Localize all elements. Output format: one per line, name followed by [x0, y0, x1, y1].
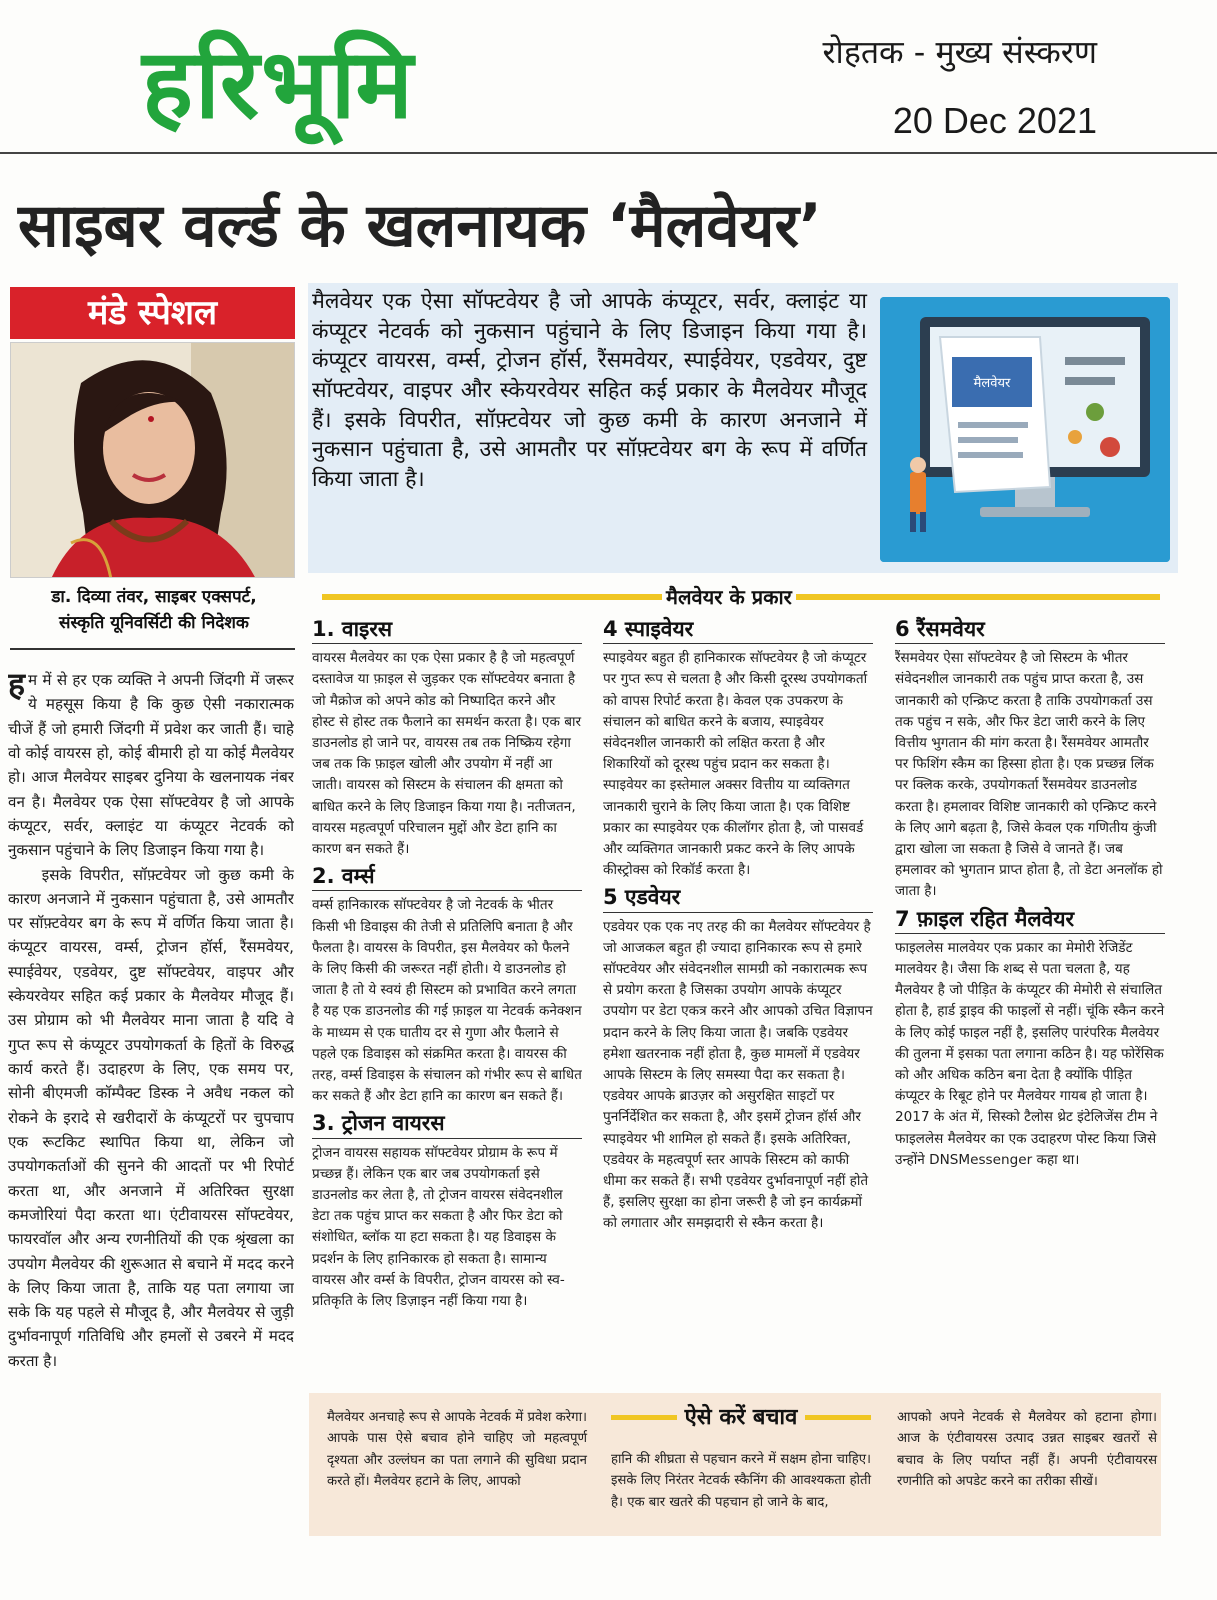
types-section-title: मैलवेयर के प्रकार: [662, 583, 796, 610]
intro-text-2: इसके विपरीत, सॉफ़्टवेयर जो कुछ कमी के कारण अनजाने में नुकसान पहुंचाता है, उसे आमतौर पर सॉफ़्टवेयर बग के रूप में वर्णित किया जाता है। कंप्यूटर वायरस, वर्म्स, ट्रोजन हॉर्स, रैंसमवेयर, स्पाईवेयर, एडवेयर, दुष्ट सॉफ्टवेयर, वाइपर और स्केयरवेयर सहित कई प्रकार के मैलवेयर मौजूद हैं। उस प्रोग्राम को भी मैलवेयर माना जाता है यदि वे गुप्त रूप से कंप्यूटर उपयोगकर्ता के हितों के विरुद्ध कार्य करते हैं। उदाहरण के लिए, एक समय पर, सोनी बीएमजी कॉम्पैक्ट डिस्क ने अवैध नकल को रोकने के इरादे से खरीदारों के कंप्यूटरों पर चुपचाप एक रूटकिट स्थापित किया था, लेकिन जो उपयोगकर्ताओं की सुनने की आदतों पर भी रिपोर्ट करता था, और अनजाने में अतिरिक्त सुरक्षा कमजोरियां पैदा करता था। एंटीवायरस सॉफ्टवेयर, फायरवॉल और अन्य रणनीतियों की एक श्रृंखला का उपयोग मैलवेयर की शुरूआत से बचाने में मदद करने के लिए किया जाता है, ताकि यह पता लगाया जा सके कि यह पहले से मौजूद है, और मैलवेयर से जुड़ी दुर्भावनापूर्ण गतिविधि और हमलों से उबरने में मदद करता है।: [8, 865, 294, 1370]
intro-text-1: म में से हर एक व्यक्ति ने अपनी जिंदगी में जरूर ये महसूस किया है कि कुछ ऐसी नकारात्मक चीजें हैं जो हमारी जिंदगी में प्रवेश कर जाती हैं। चाहे वो कोई वायरस हो, कोई बीमारी हो या कोई मैलवेयर हो। आज मैलवेयर साइबर दुनिया के खलनायक नंबर वन है। मैलवेयर एक ऐसा सॉफ्टवेयर है जो आपके कंप्यूटर, सर्वर, क्लाइंट या कंप्यूटर नेटवर्क को नुकसान पहुंचाने के लिए डिजाइन किया गया है।: [8, 671, 294, 860]
worms-heading: 2. वर्म्स: [312, 864, 582, 891]
author-photo: [10, 342, 295, 578]
computer-malware-icon: [880, 297, 1170, 562]
types-column-1: [312, 613, 582, 1383]
author-title-line: संस्कृति यूनिवर्सिटी की निदेशक: [59, 612, 249, 633]
spyware-body: स्पाइवेयर बहुत ही हानिकारक सॉफ्टवेयर है जो कंप्यूटर पर गुप्त रूप से चलता है और किसी दूरस्थ उपयोगकर्ता को वापस रिपोर्ट करता है। केवल एक उपकरण के संचालन को बाधित करने के बजाय, स्पाइवेयर संवेदनशील जानकारी को लक्षित करता है और शिकारियों को दूरस्थ पहुंच प्रदान कर सकता है। स्पाइवेयर का इस्तेमाल अक्सर वित्तीय या व्यक्तिगत जानकारी चुराने के लिए किया जाता है। एक विशिष्ट प्रकार का स्पाइवेयर एक कीलॉगर होता है, जो पासवर्ड और व्यक्तिगत जानकारी प्रकट करने के लिए आपके कीस्ट्रोक्स को रिकॉर्ड करता है।: [603, 650, 868, 879]
masthead: [0, 0, 1217, 152]
author-portrait-icon: [11, 343, 295, 578]
prevention-title-block: [611, 1401, 871, 1435]
prevention-text-2: हानि की शीघ्रता से पहचान करने में सक्षम होना चाहिए। इसके लिए निरंतर नेटवर्क स्कैनिंग की आवश्यकता होती है। एक बार खतरे की पहचान हो जाने के बाद,: [611, 1452, 871, 1510]
fileless-heading: 7 फ़ाइल रहित मैलवेयर: [895, 907, 1165, 934]
drop-cap: ह: [8, 668, 25, 703]
intro-column: [8, 668, 294, 1588]
intro-paragraph: [8, 863, 294, 1374]
lede-box: [308, 283, 1178, 573]
prevention-title: ऐसे करें बचाव: [677, 1405, 806, 1430]
newspaper-logo: हरिभूमि: [142, 28, 415, 140]
virus-heading: 1. वाइरस: [312, 617, 582, 644]
intro-paragraph: [8, 668, 294, 863]
worms-body: वर्म्स हानिकारक सॉफ्टवेयर है जो नेटवर्क के भीतर किसी भी डिवाइस की तेजी से प्रतिलिपि बनाता है और फैलता है। वायरस के विपरीत, इस मैलवेयर को फैलने के लिए किसी की जरूरत नहीं होती। ये डाउनलोड हो जाता है तो ये स्वयं ही सिस्टम को प्रभावित करने लगता है यह एक डाउनलोड की गई फ़ाइल या नेटवर्क कनेक्शन के माध्यम से एक घातीय दर से गुणा और फैलाने से पहले एक डिवाइस को संक्रमित करता है। वायरस की तरह, वर्म्स डिवाइस के संचालन को गंभीर रूप से बाधित कर सकते हैं और डेटा हानि का कारण बन सकते हैं।: [312, 897, 582, 1105]
adware-body: एडवेयर एक एक नए तरह की का मैलवेयर सॉफ्टवेयर है जो आजकल बहुत ही ज्यादा हानिकारक रूप से हमारे सॉफ्टवेयर और संवेदनशील सामग्री को नकारात्मक रूप से प्रयोग करता है जिसका उपयोग आपके कंप्यूटर उपयोग पर डेटा एकत्र करने और आपको उचित विज्ञापन प्रदान करने के लिए किया जाता है। जबकि एडवेयर हमेशा खतरनाक नहीं होता है, कुछ मामलों में एडवेयर आपके सिस्टम के लिए समस्या पैदा कर सकता है। एडवेयर आपके ब्राउज़र को असुरक्षित साइटों पर पुनर्निर्देशित कर सकता है, और इसमें ट्रोजन हॉर्स और स्पाइवेयर भी शामिल हो सकते हैं। इसके अतिरिक्त, एडवेयर के महत्वपूर्ण स्तर आपके सिस्टम को काफी धीमा कर सकते हैं। सभी एडवेयर दुर्भावनापूर्ण नहीं होते हैं, इसलिए सुरक्षा का होना जरूरी है जो इन कार्यक्रमों को लगातार और समझदारी से स्कैन करता है।: [603, 918, 873, 1232]
screen-label: मैलवेयर: [973, 376, 1011, 391]
types-column-3: [895, 613, 1165, 1383]
author-byline: [14, 585, 294, 636]
ransomware-body: रैंसमवेयर ऐसा सॉफ्टवेयर है जो सिस्टम के भीतर संवेदनशील जानकारी तक पहुंच प्राप्त करता है, उस जानकारी को एन्क्रिप्ट करता है ताकि उपयोगकर्ता उस तक पहुंच न सके, और फिर डेटा जारी करने के लिए वित्तीय भुगतान की मांग करता है। रैंसमवेयर आमतौर पर फिशिंग स्कैम का हिस्सा होता है। एक प्रच्छन्न लिंक पर क्लिक करके, उपयोगकर्ता रैंसमवेयर डाउनलोड करता है। हमलावर विशिष्ट जानकारी को एन्क्रिप्ट करने के लिए आगे बढ़ता है, जिसे केवल एक गणितीय कुंजी द्वारा खोला जा सकता है जिसे वे जानते हैं। जब हमलावर को भुगतान प्राप्त होता है, तो डेटा अनलॉक हो जाता है।: [895, 650, 1163, 900]
fileless-body: फाइललेस मालवेयर एक प्रकार का मेमोरी रेजिडेंट मालवेयर है। जैसा कि शब्द से पता चलता है, यह मैलवेयर है जो पीड़ित के कंप्यूटर की मेमोरी से संचालित होता है, हार्ड ड्राइव की फाइलों से नहीं। चूंकि स्कैन करने के लिए कोई फाइल नहीं है, इसलिए पारंपरिक मैलवेयर की तुलना में इसका पता लगाना कठिन है। यह फोरेंसिक को और अधिक कठिन बना देता है क्योंकि पीड़ित कंप्यूटर के रिबूट होने पर मैलवेयर गायब हो जाता है। 2017 के अंत में, सिस्को टैलोस थ्रेट इंटेलिजेंस टीम ने फाइललेस मैलवेयर का एक उदाहरण पोस्ट किया जिसे उन्होंने DNSMessenger कहा था।: [895, 939, 1165, 1168]
issue-date: 20 Dec 2021: [892, 100, 1097, 141]
edition-label: रोहतक - मुख्य संस्करण: [822, 33, 1097, 71]
trojan-heading: 3. ट्रोजन वायरस: [312, 1111, 582, 1138]
virus-body: वायरस मैलवेयर का एक ऐसा प्रकार है है जो महत्वपूर्ण दस्तावेज या फ़ाइल से जुड़कर एक सॉफ्टवेयर बनाता है जो मैक्रोज को अपने कोड को निष्पादित करने और होस्ट से होस्ट तक फैलाने का समर्थन करता है। एक बार डाउनलोड हो जाने पर, वायरस तब तक निष्क्रिय रहेगा जब तक कि फ़ाइल खोली और उपयोग में नहीं आ जाती। वायरस को सिस्टम के संचालन की क्षमता को बाधित करने के लिए डिजाइन किया गया है। नतीजतन, वायरस महत्वपूर्ण परिचालन मुद्दों और डेटा हानि का कारण बन सकते हैं।: [312, 650, 582, 858]
malware-illustration: [880, 297, 1170, 562]
masthead-divider: [0, 152, 1217, 154]
prevention-text-3: आपको अपने नेटवर्क से मैलवेयर को हटाना होगा। आज के एंटीवायरस उत्पाद उन्नत साइबर खतरों से बचाव के लिए पर्याप्त नहीं हैं। अपनी एंटीवायरस रणनीति को अपडेट करने का तरीका सीखें।: [897, 1410, 1157, 1490]
byline-divider: [10, 648, 295, 650]
prevention-text-1: मैलवेयर अनचाहे रूप से आपके नेटवर्क में प्रवेश करेगा। आपके पास ऐसे बचाव होने चाहिए जो महत्वपूर्ण दृश्यता और उल्लंघन का पता लगाने की सुविधा प्रदान करते हों। मैलवेयर हटाने के लिए, आपको: [327, 1410, 587, 1490]
types-column-2: [603, 613, 873, 1383]
lede-text: मैलवेयर एक ऐसा सॉफ्टवेयर है जो आपके कंप्यूटर, सर्वर, क्लाइंट या कंप्यूटर नेटवर्क को नुकसान पहुंचाने के लिए डिजाइन किया गया है। कंप्यूटर वायरस, वर्म्स, ट्रोजन हॉर्स, रैंसमवेयर, स्पाईवेयर, एडवेयर, दुष्ट सॉफ्टवेयर, वाइपर और स्केयरवेयर सहित कई प्रकार के मैलवेयर मौजूद हैं। इसके विपरीत, सॉफ़्टवेयर जो कुछ कमी के कारण अनजाने में नुकसान पहुंचाता है, उसे आमतौर पर सॉफ़्टवेयर बग के रूप में वर्णित किया जाता है।: [312, 289, 867, 492]
author-name-line: डा. दिव्या तंवर, साइबर एक्सपर्ट,: [51, 587, 257, 607]
trojan-body: ट्रोजन वायरस सहायक सॉफ्टवेयर प्रोग्राम के रूप में प्रच्छन्न हैं। लेकिन एक बार जब उपयोगकर्ता इसे डाउनलोड कर लेता है, तो ट्रोजन वायरस संवेदनशील डेटा तक पहुंच प्राप्त कर सकता है और फिर डेटा को संशोधित, ब्लॉक या हटा सकता है। यह डिवाइस के प्रदर्शन के लिए हानिकारक हो सकता है। सामान्य वायरस और वर्म्स के विपरीत, ट्रोजन वायरस को स्व-प्रतिकृति के लिए डिज़ाइन नहीं किया गया है।: [312, 1144, 565, 1310]
prevention-box: [309, 1393, 1161, 1536]
article-headline: साइबर वर्ल्ड के खलनायक ‘मैलवेयर’: [18, 191, 822, 261]
section-tag: मंडे स्पेशल: [10, 287, 295, 339]
ransomware-heading: 6 रैंसमवेयर: [895, 617, 1165, 644]
spyware-heading: 4 स्पाइवेयर: [603, 617, 873, 644]
adware-heading: 5 एडवेयर: [603, 885, 873, 912]
